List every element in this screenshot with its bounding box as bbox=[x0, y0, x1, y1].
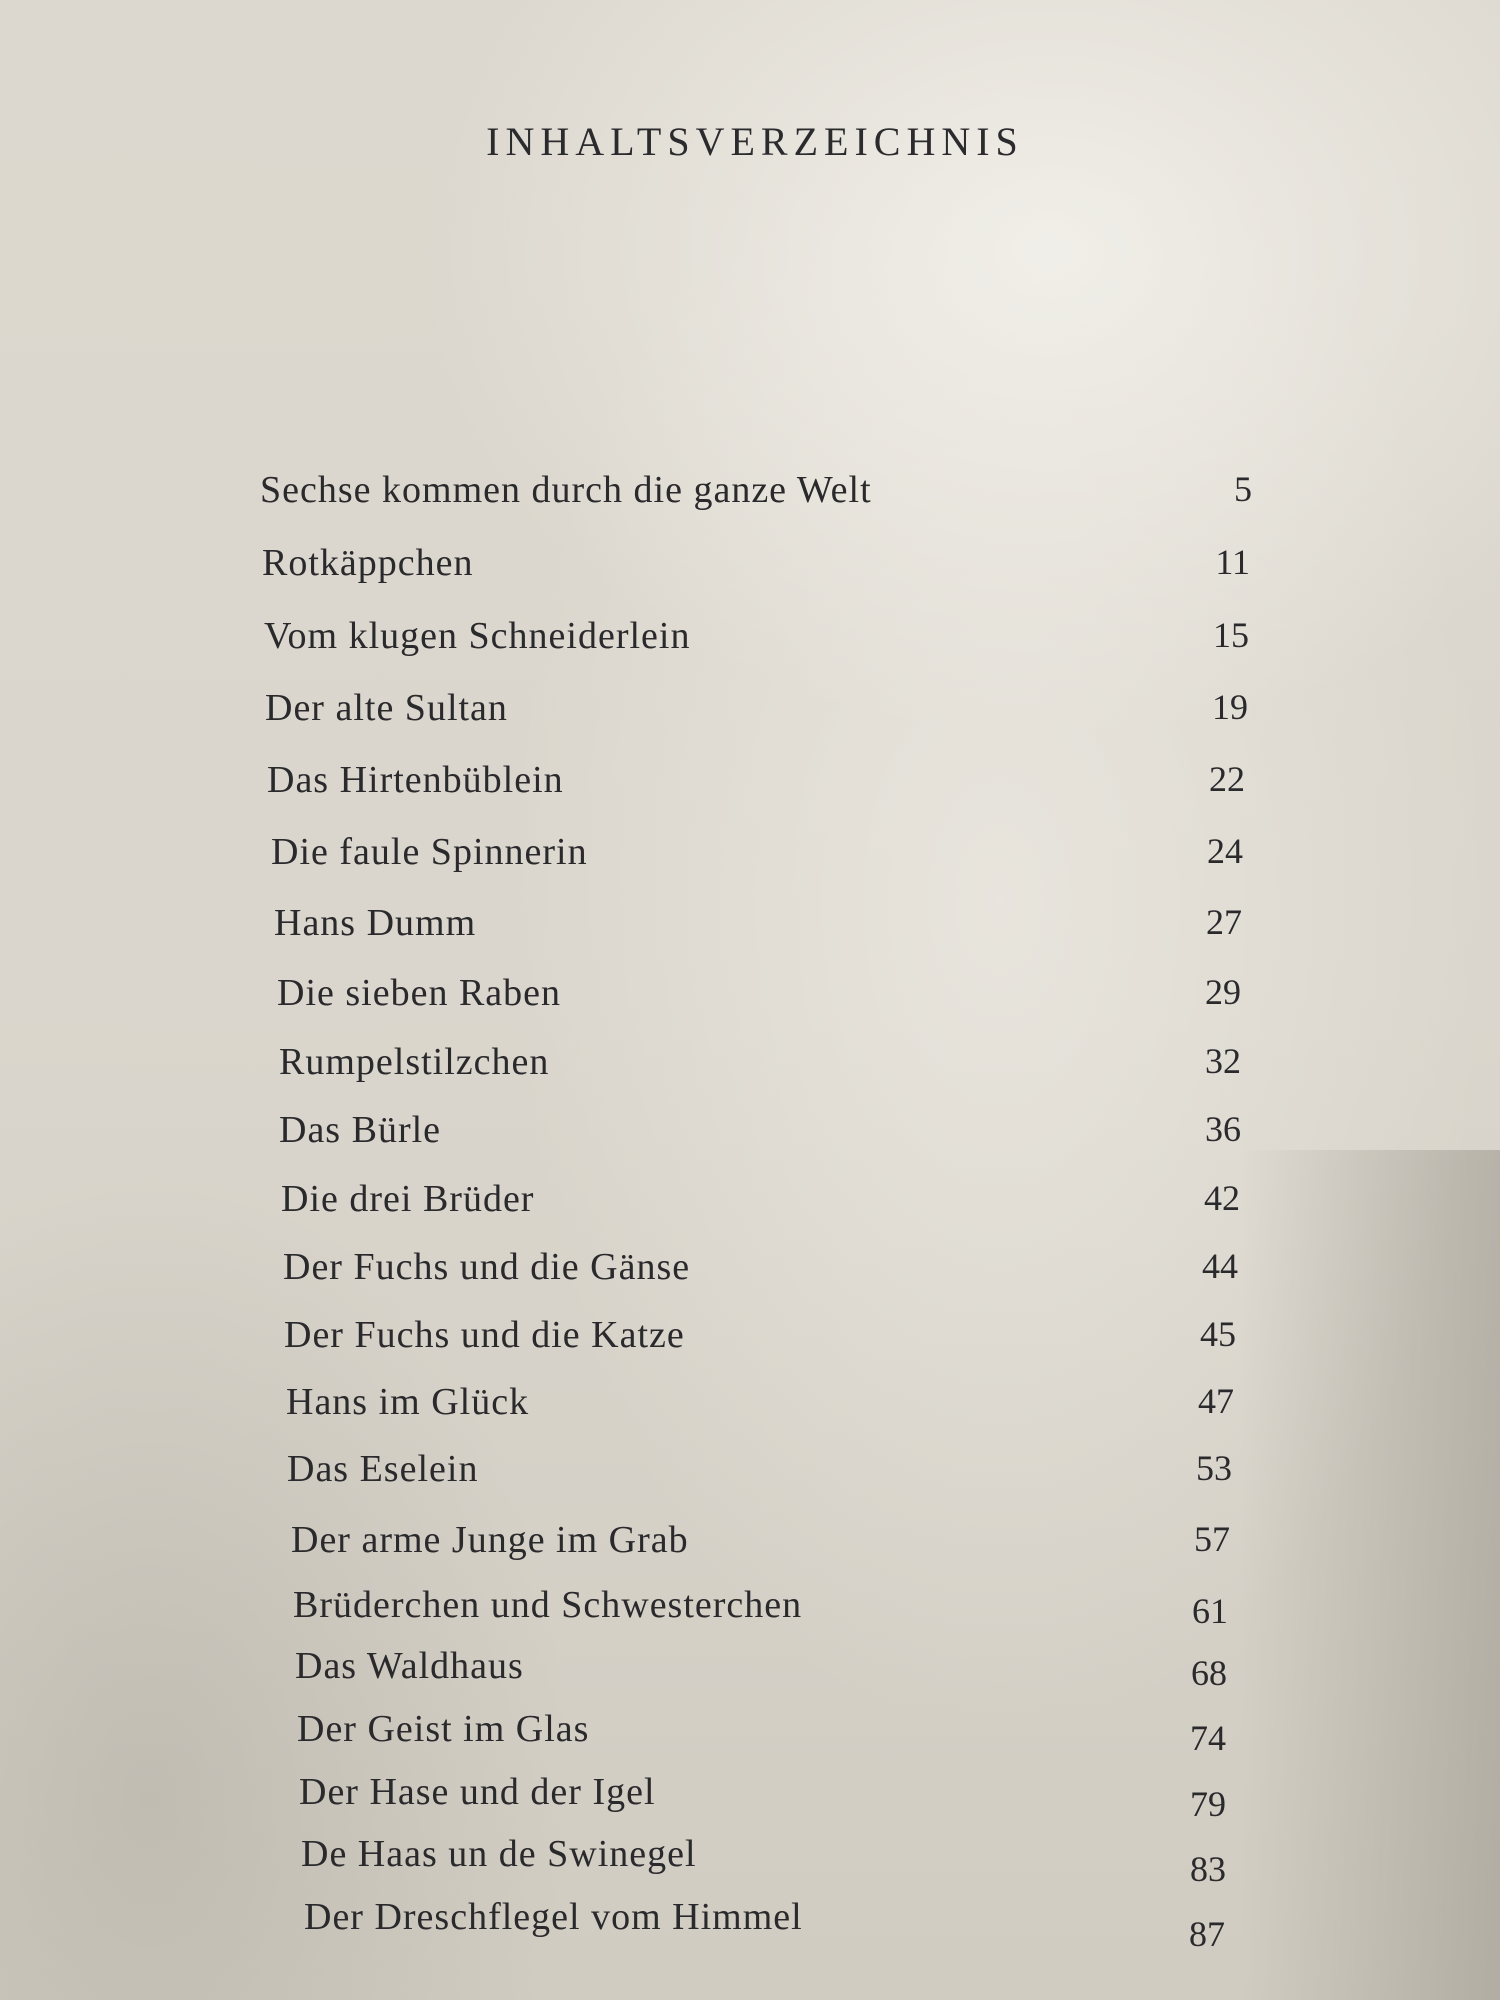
toc-entry-title: Der alte Sultan bbox=[265, 687, 508, 729]
toc-entry-page: 24 bbox=[1207, 831, 1243, 871]
toc-entry-title: Der Hase und der Igel bbox=[299, 1771, 656, 1813]
toc-entry-page: 29 bbox=[1205, 972, 1241, 1012]
toc-entry-title: Das Waldhaus bbox=[295, 1645, 524, 1687]
toc-entry-title: Die sieben Raben bbox=[277, 972, 562, 1014]
toc-entry-title: Vom klugen Schneiderlein bbox=[264, 615, 691, 657]
toc-entry-page: 44 bbox=[1202, 1246, 1238, 1286]
toc-entry-title: De Haas un de Swinegel bbox=[301, 1833, 697, 1875]
toc-entry-title: Der Fuchs und die Katze bbox=[284, 1314, 685, 1356]
toc-entry-page: 45 bbox=[1200, 1314, 1236, 1354]
toc-entry-title: Das Bürle bbox=[279, 1109, 442, 1151]
toc-entry-page: 53 bbox=[1196, 1448, 1232, 1488]
toc-entry-title: Die drei Brüder bbox=[281, 1178, 535, 1220]
toc-entry-page: 19 bbox=[1212, 687, 1248, 727]
toc-entry-title: Der arme Junge im Grab bbox=[291, 1519, 689, 1561]
toc-entry-title: Sechse kommen durch die ganze Welt bbox=[260, 469, 872, 511]
toc-entry-title: Der Geist im Glas bbox=[297, 1708, 590, 1750]
toc-entry-title: Die faule Spinnerin bbox=[271, 831, 588, 873]
page-shadow bbox=[1240, 1150, 1500, 2000]
toc-entry-title: Der Dreschflegel vom Himmel bbox=[304, 1896, 803, 1938]
toc-entry-page: 5 bbox=[1234, 469, 1252, 509]
toc-entry-page: 61 bbox=[1192, 1591, 1228, 1631]
toc-entry-title: Rumpelstilzchen bbox=[279, 1041, 550, 1083]
toc-entry-title: Hans Dumm bbox=[274, 902, 477, 944]
toc-entry-page: 42 bbox=[1204, 1178, 1240, 1218]
toc-entry-page: 68 bbox=[1191, 1653, 1227, 1693]
toc-entry-title: Hans im Glück bbox=[286, 1381, 530, 1423]
toc-entry-page: 79 bbox=[1190, 1784, 1226, 1824]
page-title: INHALTSVERZEICHNIS bbox=[486, 119, 1024, 164]
toc-entry-page: 22 bbox=[1209, 759, 1245, 799]
toc-entry-page: 57 bbox=[1194, 1519, 1230, 1559]
toc-entry-page: 87 bbox=[1189, 1914, 1225, 1954]
toc-entry-title: Rotkäppchen bbox=[262, 542, 474, 584]
toc-entry-page: 83 bbox=[1190, 1849, 1226, 1889]
toc-entry-page: 15 bbox=[1213, 615, 1249, 655]
toc-entry-page: 47 bbox=[1198, 1381, 1234, 1421]
toc-entry-title: Das Hirtenbüblein bbox=[267, 759, 564, 801]
toc-entry-title: Der Fuchs und die Gänse bbox=[283, 1246, 691, 1288]
toc-entry-page: 74 bbox=[1190, 1718, 1226, 1758]
toc-entry-page: 11 bbox=[1215, 542, 1250, 582]
toc-entry-title: Brüderchen und Schwesterchen bbox=[293, 1584, 803, 1626]
toc-entry-title: Das Eselein bbox=[287, 1448, 479, 1490]
toc-entry-page: 36 bbox=[1205, 1109, 1241, 1149]
toc-entry-page: 27 bbox=[1206, 902, 1242, 942]
toc-entry-page: 32 bbox=[1205, 1041, 1241, 1081]
